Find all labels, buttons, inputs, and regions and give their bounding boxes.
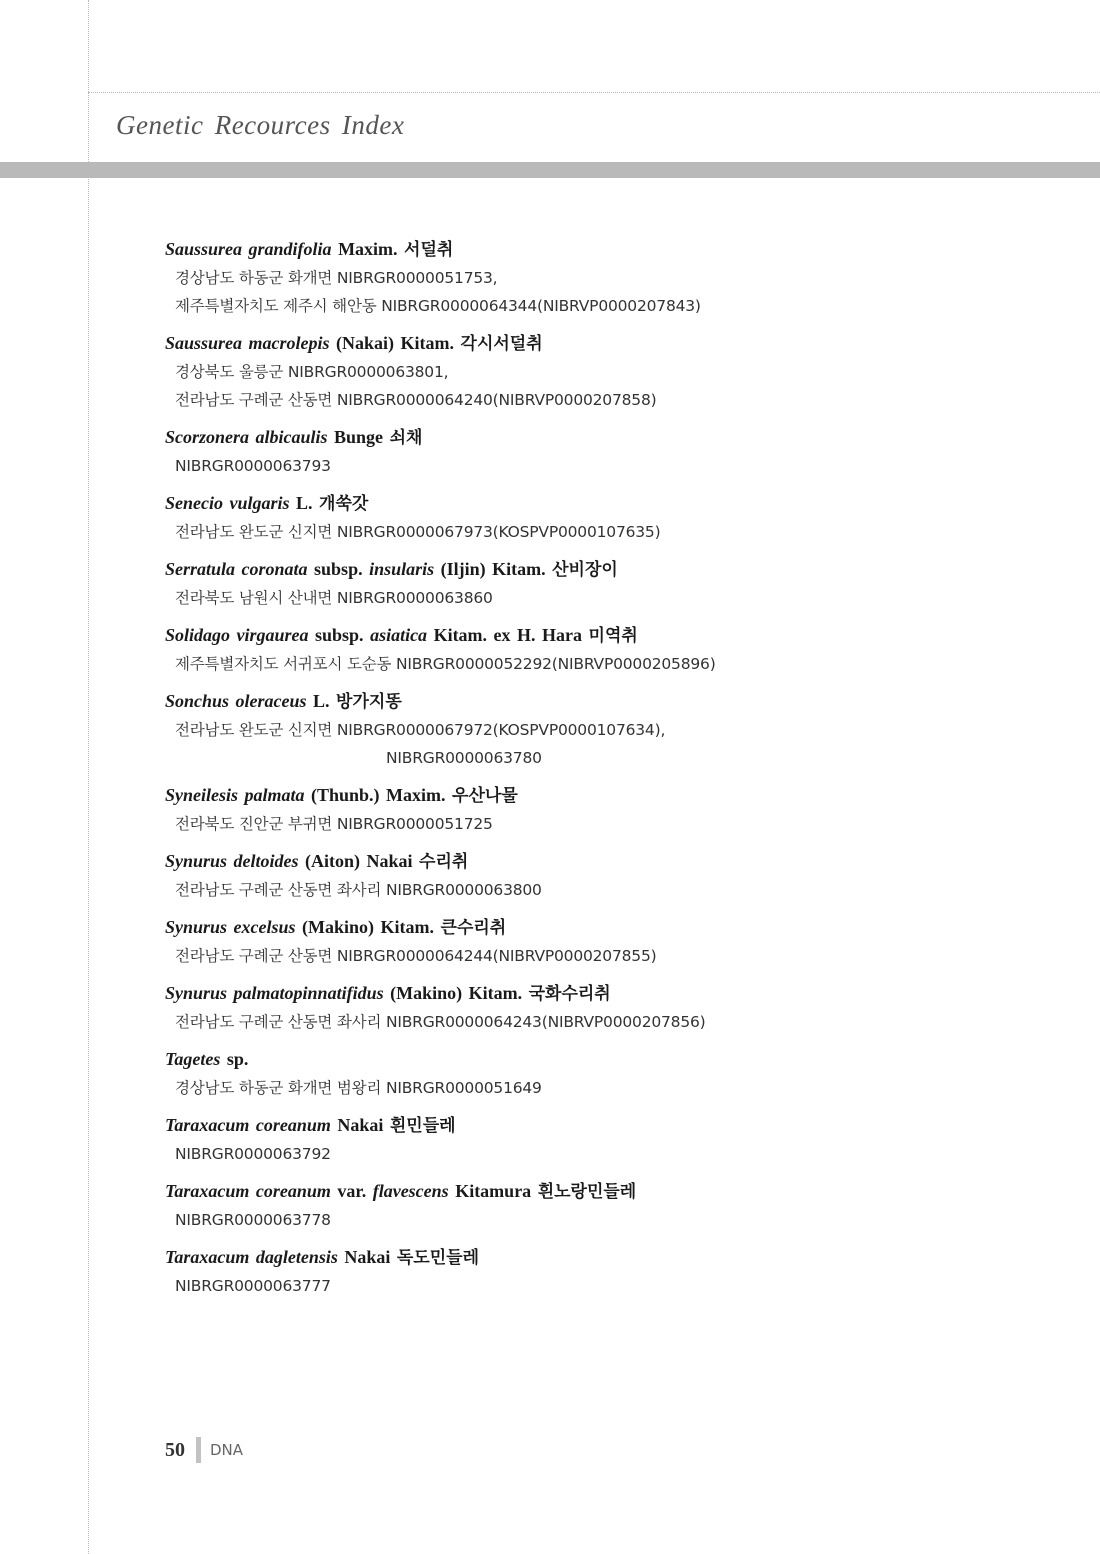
authority-text: Kitamura xyxy=(448,1181,538,1201)
korean-name: 방가지똥 xyxy=(336,692,402,712)
header-title: Genetic Recources Index xyxy=(116,110,405,140)
specimen-record: 전라북도 진안군 부귀면 NIBRGR0000051725 xyxy=(175,815,493,833)
korean-name: 흰노랑민들레 xyxy=(537,1182,637,1202)
scientific-name-part: Senecio vulgaris xyxy=(165,493,290,513)
specimen-record: 전라남도 구례군 산동면 NIBRGR0000064244(NIBRVP0000207855) xyxy=(175,947,657,965)
species-entry xyxy=(165,1242,1065,1300)
authority-text: (Iljin) Kitam. xyxy=(434,559,553,579)
species-entry xyxy=(165,686,1065,772)
species-entry xyxy=(165,488,1065,546)
scientific-name-part: Scorzonera albicaulis xyxy=(165,427,328,447)
species-index-list xyxy=(165,234,1065,1308)
specimen-record: NIBRGR0000063792 xyxy=(175,1145,331,1163)
korean-name: 수리취 xyxy=(419,852,469,872)
korean-name: 우산나물 xyxy=(452,786,518,806)
species-entry xyxy=(165,328,1065,414)
page-footer xyxy=(165,1436,243,1464)
scientific-name-part: Tagetes xyxy=(165,1049,221,1069)
top-dotted-guide xyxy=(88,92,1100,93)
specimen-record: 전라남도 완도군 신지면 NIBRGR0000067973(KOSPVP0000107635) xyxy=(175,523,661,541)
scientific-name-part: Synurus deltoides xyxy=(165,851,299,871)
authority-text: Nakai xyxy=(330,1115,390,1135)
authority-text: L. xyxy=(306,691,337,711)
korean-name: 산비장이 xyxy=(552,560,618,580)
scientific-name-part: flavescens xyxy=(372,1181,449,1201)
specimen-record: 전라남도 구례군 산동면 NIBRGR0000064240(NIBRVP0000207858) xyxy=(175,391,657,409)
page-number: 50 xyxy=(165,1438,185,1461)
species-entry xyxy=(165,234,1065,320)
specimen-record: 전라남도 구례군 산동면 좌사리 NIBRGR0000063800 xyxy=(175,881,542,899)
species-entry xyxy=(165,978,1065,1036)
specimen-record: NIBRGR0000063780 xyxy=(386,749,542,767)
species-entry xyxy=(165,780,1065,838)
authority-text: var. xyxy=(330,1181,373,1201)
authority-text: subsp. xyxy=(307,559,370,579)
korean-name: 흰민들레 xyxy=(389,1116,456,1136)
korean-name: 독도민들레 xyxy=(396,1248,479,1268)
authority-text: Nakai xyxy=(337,1247,397,1267)
footer-divider xyxy=(196,1437,201,1463)
species-name xyxy=(165,978,1065,1008)
authority-text: subsp. xyxy=(308,625,371,645)
species-name xyxy=(165,422,1065,452)
species-name xyxy=(165,912,1065,942)
korean-name: 국화수리취 xyxy=(528,984,611,1004)
korean-name: 서덜취 xyxy=(404,240,454,260)
authority-text: sp. xyxy=(220,1049,249,1069)
species-name xyxy=(165,234,1065,264)
species-name xyxy=(165,488,1065,518)
scientific-name-part: Taraxacum coreanum xyxy=(165,1181,331,1201)
species-name xyxy=(165,686,1065,716)
authority-text: (Makino) Kitam. xyxy=(383,983,529,1003)
header-bar xyxy=(0,162,1100,178)
species-name xyxy=(165,846,1065,876)
scientific-name-part: Synurus excelsus xyxy=(165,917,296,937)
species-name xyxy=(165,554,1065,584)
scientific-name-part: Serratula coronata xyxy=(165,559,308,579)
specimen-record: 전라남도 완도군 신지면 NIBRGR0000067972(KOSPVP0000107634), xyxy=(175,721,666,739)
authority-text: (Nakai) Kitam. xyxy=(329,333,461,353)
species-entry xyxy=(165,1044,1065,1102)
species-entry xyxy=(165,1110,1065,1168)
species-name xyxy=(165,1044,1065,1074)
authority-text: Bunge xyxy=(327,427,390,447)
korean-name: 큰수리취 xyxy=(440,918,507,938)
specimen-record: NIBRGR0000063793 xyxy=(175,457,331,475)
left-dotted-guide xyxy=(88,0,89,1554)
scientific-name-part: Saussurea grandifolia xyxy=(165,239,332,259)
specimen-record: 경상북도 울릉군 NIBRGR0000063801, xyxy=(175,363,449,381)
authority-text: L. xyxy=(289,493,320,513)
korean-name: 개쑥갓 xyxy=(319,494,369,514)
specimen-record: 제주특별자치도 서귀포시 도순동 NIBRGR0000052292(NIBRVP0000205896) xyxy=(175,655,716,673)
scientific-name-part: Synurus palmatopinnatifidus xyxy=(165,983,384,1003)
species-name xyxy=(165,780,1065,810)
species-entry xyxy=(165,422,1065,480)
authority-text: (Makino) Kitam. xyxy=(295,917,441,937)
scientific-name-part: Syneilesis palmata xyxy=(165,785,305,805)
korean-name: 쇠채 xyxy=(389,428,423,448)
authority-text: Kitam. ex H. Hara xyxy=(427,625,589,645)
authority-text: (Thunb.) Maxim. xyxy=(304,785,453,805)
footer-section-label: DNA xyxy=(210,1441,244,1459)
species-name xyxy=(165,1242,1065,1272)
species-name xyxy=(165,328,1065,358)
korean-name: 미역취 xyxy=(588,626,638,646)
scientific-name-part: Taraxacum dagletensis xyxy=(165,1247,338,1267)
scientific-name-part: Taraxacum coreanum xyxy=(165,1115,331,1135)
species-entry xyxy=(165,846,1065,904)
species-entry xyxy=(165,1176,1065,1234)
specimen-record: 전라북도 남원시 산내면 NIBRGR0000063860 xyxy=(175,589,493,607)
specimen-record: 경상남도 하동군 화개면 NIBRGR0000051753, xyxy=(175,269,498,287)
species-name xyxy=(165,620,1065,650)
scientific-name-part: Saussurea macrolepis xyxy=(165,333,330,353)
scientific-name-part: asiatica xyxy=(370,625,428,645)
scientific-name-part: Solidago virgaurea xyxy=(165,625,309,645)
species-name xyxy=(165,1110,1065,1140)
species-name xyxy=(165,1176,1065,1206)
specimen-record: 경상남도 하동군 화개면 범왕리 NIBRGR0000051649 xyxy=(175,1079,542,1097)
authority-text: (Aiton) Nakai xyxy=(298,851,420,871)
species-entry xyxy=(165,554,1065,612)
specimen-record: NIBRGR0000063778 xyxy=(175,1211,331,1229)
korean-name: 각시서덜취 xyxy=(460,334,543,354)
specimen-record: NIBRGR0000063777 xyxy=(175,1277,331,1295)
specimen-record: 제주특별자치도 제주시 해안동 NIBRGR0000064344(NIBRVP0000207843) xyxy=(175,297,701,315)
scientific-name-part: insularis xyxy=(369,559,435,579)
scientific-name-part: Sonchus oleraceus xyxy=(165,691,307,711)
authority-text: Maxim. xyxy=(331,239,405,259)
species-entry xyxy=(165,912,1065,970)
species-entry xyxy=(165,620,1065,678)
specimen-record: 전라남도 구례군 산동면 좌사리 NIBRGR0000064243(NIBRVP0000207856) xyxy=(175,1013,706,1031)
